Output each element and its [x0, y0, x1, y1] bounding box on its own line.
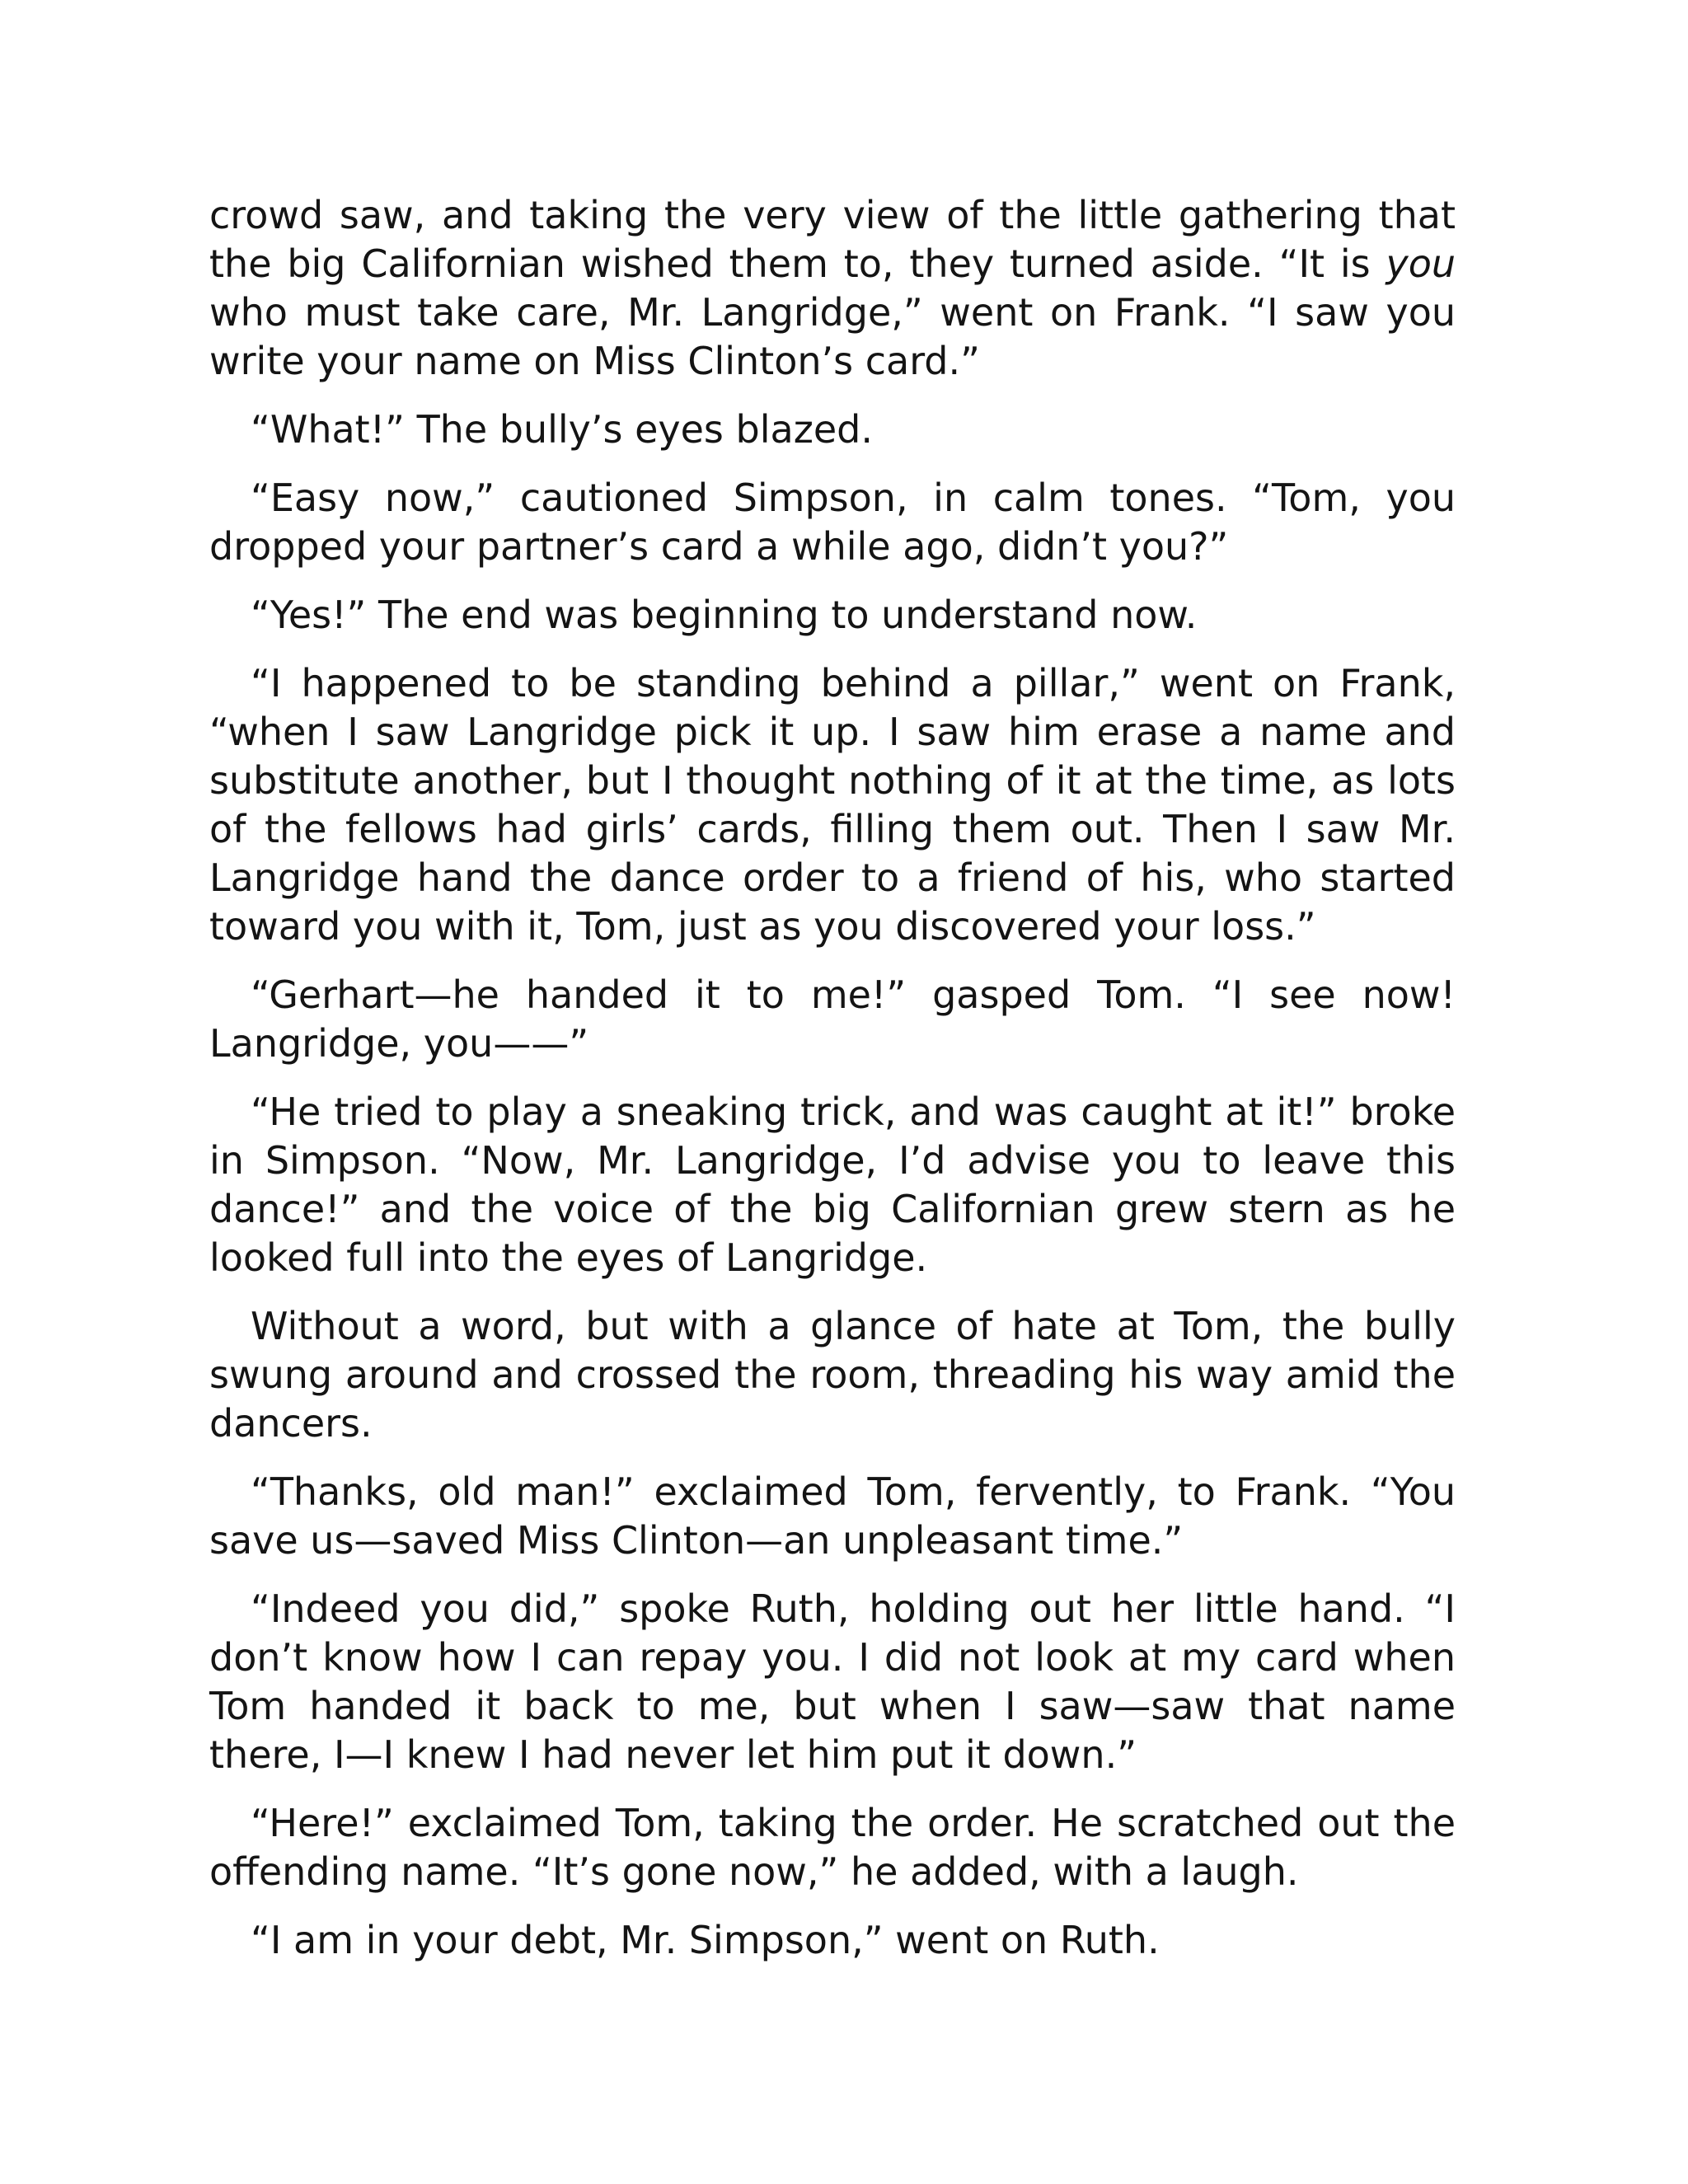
paragraph-10 — [209, 1585, 1456, 1779]
text-run: “Easy now,” cautioned Simpson, in calm tones. “Tom, you dropped your partner’s card a while ago, didn’t you?” — [209, 476, 1456, 569]
text-run: “Indeed you did,” spoke Ruth, holding out her little hand. “I don’t know how I can repay you. I did not look at my card when Tom handed it back to me, but when I saw—saw that name there, I—I knew I had never let him put it down.” — [209, 1586, 1456, 1777]
text-run: “Thanks, old man!” exclaimed Tom, fervently, to Frank. “You save us—saved Miss Clinton—an unpleasant time.” — [209, 1469, 1456, 1563]
paragraph-5 — [209, 659, 1456, 951]
text-run: who must take care, Mr. Langridge,” went on Frank. “I saw you write your name on Miss Clinton’s card.” — [209, 290, 1456, 383]
text-run: crowd saw, and taking the very view of the little gathering that the big Californian wished them to, they turned aside. “It is — [209, 193, 1456, 286]
paragraph-3 — [209, 474, 1456, 571]
text-run: “Yes!” The end was beginning to understand now. — [251, 593, 1198, 637]
paragraph-6 — [209, 971, 1456, 1068]
text-run: “He tried to play a sneaking trick, and was caught at it!” broke in Simpson. “Now, Mr. Langridge, I’d advise you to leave this dance!” and the voice of the big Californian grew stern as he looked full into the eyes of Langridge. — [209, 1090, 1456, 1280]
paragraph-12 — [209, 1916, 1456, 1965]
text-run: “Gerhart—he handed it to me!” gasped Tom. “I see now! Langridge, you——” — [209, 972, 1456, 1066]
text-run: “Here!” exclaimed Tom, taking the order. He scratched out the offending name. “It’s gone now,” he added, with a laugh. — [209, 1801, 1456, 1894]
paragraph-8 — [209, 1302, 1456, 1448]
text-run: “I am in your debt, Mr. Simpson,” went on Ruth. — [251, 1918, 1160, 1962]
text-run: “What!” The bully’s eyes blazed. — [251, 407, 873, 452]
paragraph-1 — [209, 191, 1456, 386]
italic-run: you — [1386, 241, 1456, 286]
paragraph-7 — [209, 1088, 1456, 1282]
text-run: “I happened to be standing behind a pillar,” went on Frank, “when I saw Langridge pick it up. I saw him erase a name and substitute another, but I thought nothing of it at the time, as lots of the fellows had girls’ cards, filling them out. Then I saw Mr. Langridge hand the dance order to a friend of his, who started toward you with it, Tom, just as you discovered your loss.” — [209, 661, 1456, 949]
text-run: Without a word, but with a glance of hate at Tom, the bully swung around and crossed the room, threading his way amid the dancers. — [209, 1304, 1456, 1446]
paragraph-4 — [209, 591, 1456, 640]
paragraph-9 — [209, 1468, 1456, 1565]
paragraph-11 — [209, 1799, 1456, 1896]
book-page — [209, 191, 1456, 1985]
paragraph-2 — [209, 405, 1456, 454]
